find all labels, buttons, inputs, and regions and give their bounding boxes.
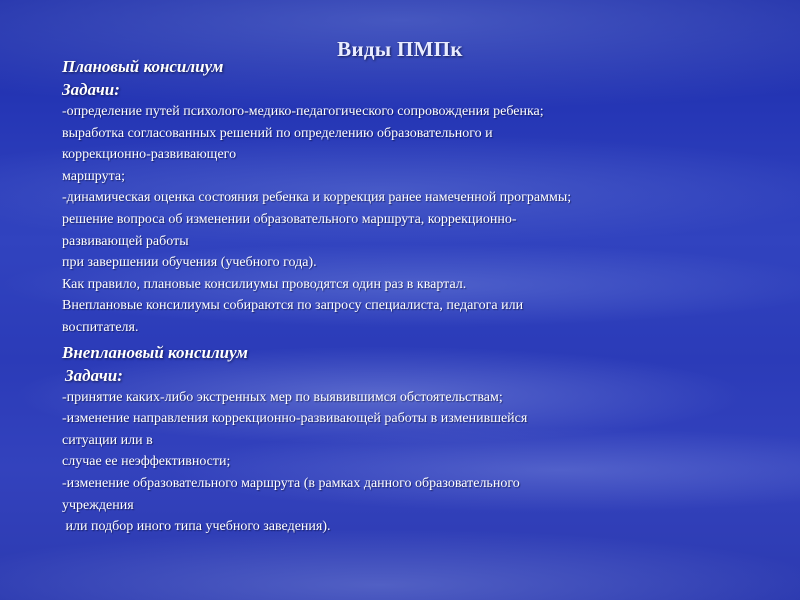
planned-line: выработка согласованных решений по определению образовательного и bbox=[62, 125, 493, 141]
unplanned-line: -изменение направления коррекционно-развивающей работы в изменившейся bbox=[62, 411, 528, 427]
slide-content bbox=[62, 55, 732, 538]
unplanned-line: или подбор иного типа учебного заведения). bbox=[62, 519, 331, 535]
unplanned-line: -принятие каких-либо экстренных мер по выявившимся обстоятельствам; bbox=[62, 389, 503, 405]
unplanned-line: -изменение образовательного маршрута (в рамках данного образовательного bbox=[62, 475, 520, 491]
planned-heading: Плановый консилиум bbox=[62, 57, 224, 76]
planned-line: развивающей работы bbox=[62, 233, 189, 249]
unplanned-line: учреждения bbox=[62, 497, 134, 513]
planned-line: -определение путей психолого-медико-педагогического сопровождения ребенка; bbox=[62, 104, 544, 119]
planned-line: воспитателя. bbox=[62, 319, 139, 335]
planned-line: при завершении обучения (учебного года). bbox=[62, 255, 317, 271]
planned-tasks-label: Задачи: bbox=[62, 80, 120, 99]
unplanned-lines bbox=[62, 387, 732, 538]
planned-line: -динамическая оценка состояния ребенка и коррекция ранее намеченной программы; bbox=[62, 190, 572, 206]
planned-line: Как правило, плановые консилиумы проводятся один раз в квартал. bbox=[62, 276, 467, 292]
unplanned-heading: Внеплановый консилиум bbox=[62, 342, 248, 362]
planned-line: Внеплановые консилиумы собираются по запросу специалиста, педагога или bbox=[62, 298, 524, 314]
planned-line: коррекционно-развивающего bbox=[62, 147, 237, 163]
unplanned-line: ситуации или в bbox=[62, 432, 153, 448]
unplanned-tasks-label: Задачи: bbox=[65, 365, 123, 385]
planned-line: решение вопроса об изменении образовательного маршрута, коррекционно- bbox=[62, 211, 517, 227]
planned-line: маршрута; bbox=[62, 168, 125, 184]
planned-lines bbox=[62, 101, 732, 339]
unplanned-line: случае ее неэффективности; bbox=[62, 454, 231, 470]
slide-title: Виды ПМПк bbox=[337, 37, 463, 61]
